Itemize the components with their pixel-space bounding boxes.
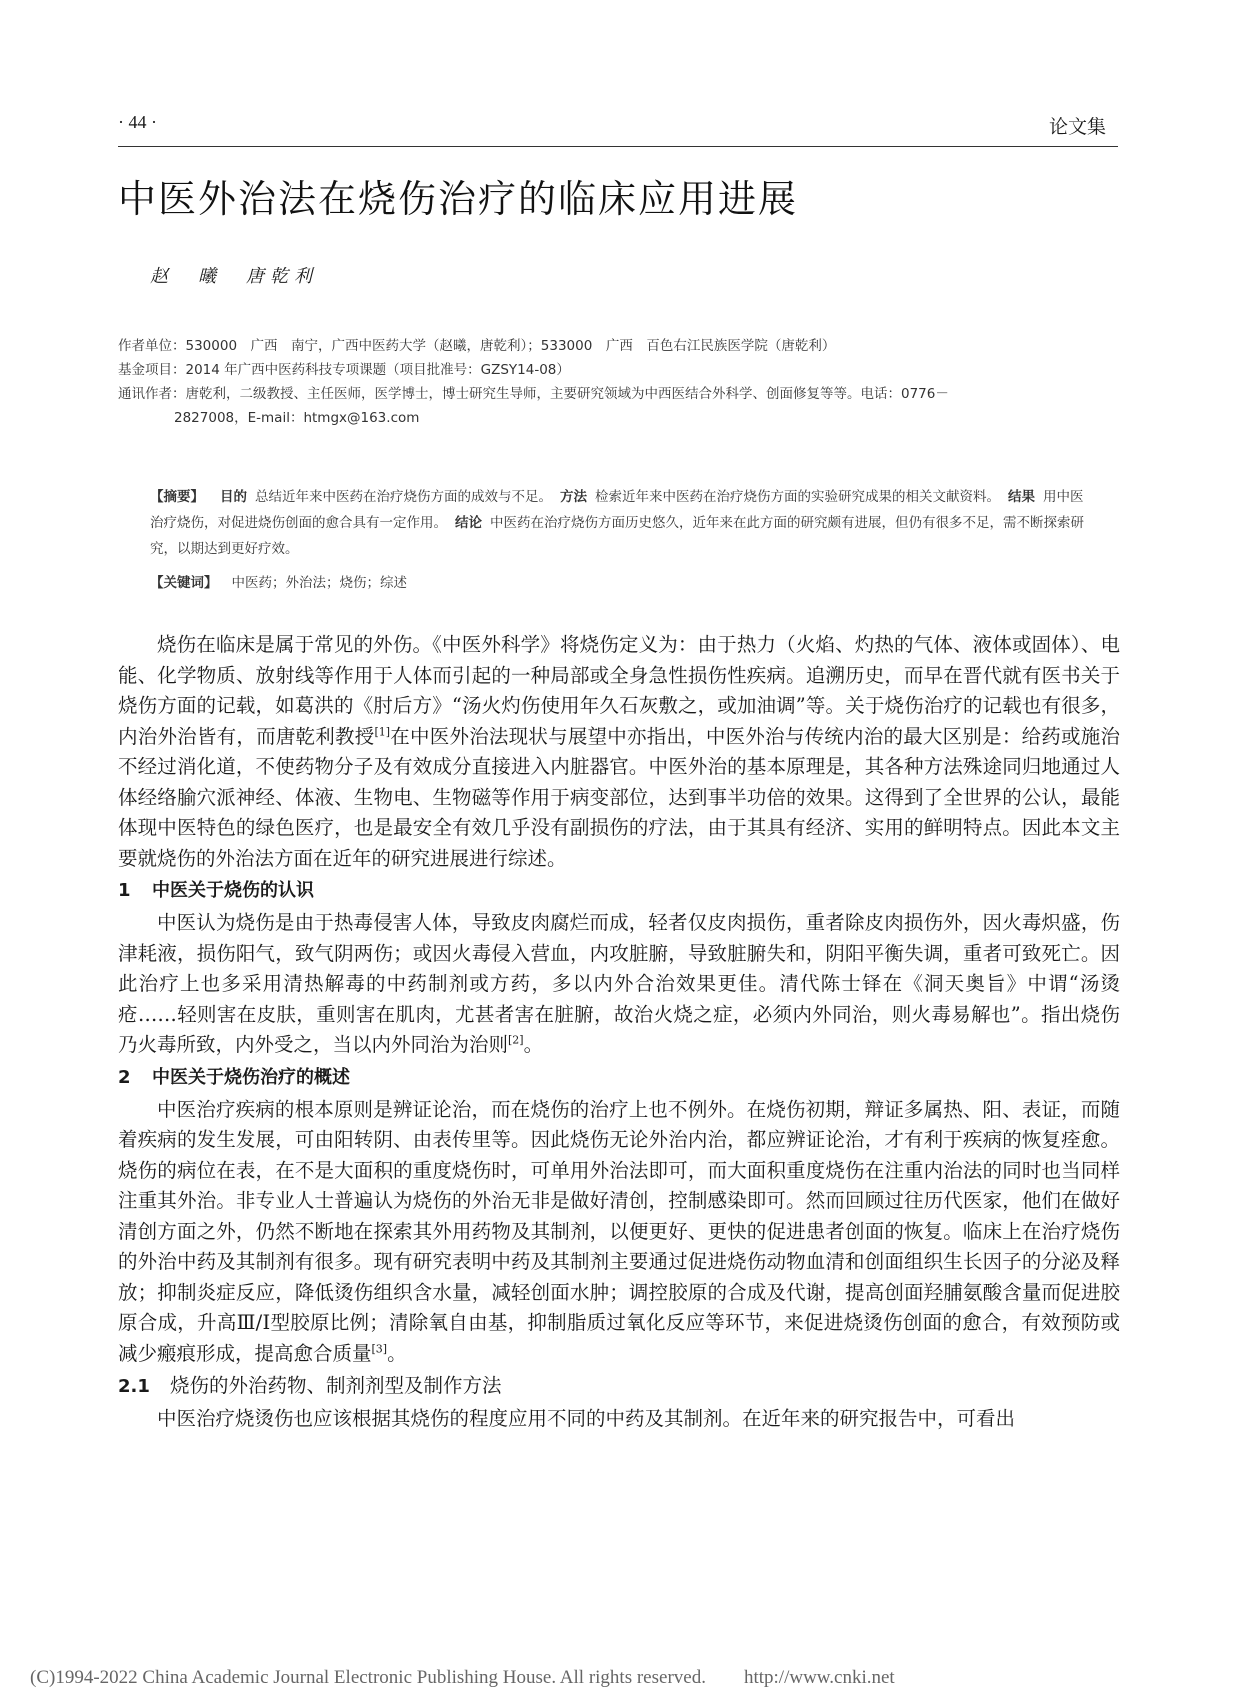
- subsection-2-1-paragraph: 中医治疗烧烫伤也应该根据其烧伤的程度应用不同的中药及其制剂。在近年来的研究报告中，可看出: [157, 1407, 1016, 1430]
- abstract-conclusion-label: 结论: [455, 515, 482, 531]
- subsection-heading-2-1: [118, 1371, 1120, 1402]
- keywords: [150, 571, 407, 591]
- article-title: 中医外治法在烧伤治疗的临床应用进展: [118, 177, 799, 221]
- section-title-1: 中医关于烧伤的认识: [152, 880, 314, 901]
- abstract-result-label: 结果: [1008, 489, 1035, 505]
- intro-text-b: 在中医外治法现状与展望中亦指出，中医外治与传统内治的最大区别是：给药或施治不经过消化道，不使药物分子及有效成分直接进入内脏器官。中医外治的基本原理是，其各种方法殊途同归地通过人体经络腧穴派神经、体液、生物电、生物磁等作用于病变部位，达到事半功倍的效果。这得到了全世界的公认，最能体现中医特色的绿色医疗，也是最安全有效几乎没有副损伤的疗法，由于其具有经济、实用的鲜明特点。因此本文主要就烧伤的外治法方面在近年的研究进展进行综述。: [118, 724, 1120, 870]
- abstract-method: 检索近年来中医药在治疗烧伤方面的实验研究成果的相关文献资料。: [595, 489, 1000, 505]
- section-heading-2: [118, 1063, 1120, 1093]
- section-heading-1: [118, 876, 1120, 906]
- correspondence-line: 通讯作者：唐乾利，二级教授、主任医师，医学博士，博士研究生导师，主要研究领域为中西医结合外科学、创面修复等等。电话：0776－: [118, 386, 949, 402]
- section-2-text-a: 中医治疗疾病的根本原则是辨证论治，而在烧伤的治疗上也不例外。在烧伤初期，辩证多属热、阳、表证，而随着疾病的发生发展，可由阳转阴、由表传里等。因此烧伤无论外治内治，都应辨证论治，才有利于疾病的恢复痊愈。烧伤的病位在表，在不是大面积的重度烧伤时，可单用外治法即可，而大面积重度烧伤在注重内治法的同时也当同样注重其外治。非专业人士普遍认为烧伤的外治无非是做好清创，控制感染即可。然而回顾过往历代医家，他们在做好清创方面之外，仍然不断地在探索其外用药物及其制剂，以便更好、更快的促进患者创面的恢复。临床上在治疗烧伤的外治中药及其制剂有很多。现有研究表明中药及其制剂主要通过促进烧伤动物血清和创面组织生长因子的分泌及释放；抑制炎症反应，降低烫伤组织含水量，减轻创面水肿；调控胶原的合成及代谢，提高创面羟脯氨酸含量而促进胶原合成，升高Ⅲ/Ⅰ型胶原比例；清除氧自由基，抑制脂质过氧化反应等环节，来促进烧烫伤创面的愈合，有效预防或减少瘢痕形成，提高愈合质量: [118, 1097, 1120, 1365]
- section-2-paragraph: [118, 1095, 1120, 1370]
- author-list: 赵 曦 唐乾利: [150, 266, 318, 287]
- abstract-objective: 总结近年来中医药在治疗烧伤方面的成效与不足。: [255, 489, 552, 505]
- section-2-text-b: 。: [387, 1341, 407, 1365]
- abstract-tag: 【摘要】: [150, 489, 204, 505]
- intro-paragraph: [118, 630, 1120, 874]
- copyright-footer: (C)1994-2022 China Academic Journal Electronic Publishing House. All rights reserved. http://www.cnki.net: [30, 1667, 895, 1688]
- article-body: [118, 630, 1120, 1435]
- correspondence-contact-line: 2827008，E-mail：htmgx@163.com: [174, 410, 420, 426]
- section-1-text-a: 中医认为烧伤是由于热毒侵害人体，导致皮肉腐烂而成，轻者仅皮肉损伤，重者除皮肉损伤外，因火毒炽盛，伤津耗液，损伤阳气，致气阴两伤；或因火毒侵入营血，内攻脏腑，导致脏腑失和，阴阳平衡失调，重者可致死亡。因此治疗上也多采用清热解毒的中药制剂或方药，多以内外合治效果更佳。清代陈士铎在《洞天奥旨》中谓“汤烫疮……轻则害在皮肤，重则害在肌肉，尤甚者害在脏腑，故治火烧之症，必须内外同治，则火毒易解也”。指出烧伤乃火毒所致，内外受之，当以内外同治为治则: [118, 911, 1120, 1056]
- abstract: [150, 484, 1090, 562]
- section-number-1: 1: [118, 880, 131, 901]
- subsection-number-2-1: 2.1: [118, 1376, 150, 1397]
- fund-line: 基金项目：2014 年广西中医药科技专项课题（项目批准号：GZSY14-08）: [118, 362, 570, 378]
- subsection-title-2-1: 烧伤的外治药物、制剂剂型及制作方法: [170, 1374, 502, 1397]
- header-divider: [118, 146, 1118, 147]
- section-number-2: 2: [118, 1066, 131, 1088]
- section-1-paragraph: [118, 908, 1120, 1061]
- abstract-objective-label: 目的: [220, 489, 247, 505]
- abstract-result: 用中医治疗烧伤，对促进烧伤创面的愈合具有一定作用。: [150, 489, 1084, 531]
- section-label: 论文集: [1048, 116, 1106, 138]
- intro-text-a: 烧伤在临床是属于常见的外伤。《中医外科学》将烧伤定义为：由于热力（火焰、灼热的气体、液体或固体）、电能、化学物质、放射线等作用于人体而引起的一种局部或全身急性损伤性疾病。追溯历史，而早在晋代就有医书关于烧伤方面的记载，如葛洪的《肘后方》“汤火灼伤使用年久石灰敷之，或加油调”等。关于烧伤治疗的记载也有很多，内治外治皆有，而唐乾利教授: [118, 633, 1120, 748]
- keywords-tag: 【关键词】: [150, 575, 218, 591]
- citation-1: [1]: [374, 725, 391, 738]
- citation-2: [2]: [508, 1033, 524, 1047]
- citation-3: [3]: [371, 1342, 388, 1355]
- page-number: · 44 ·: [118, 112, 157, 132]
- abstract-method-label: 方法: [560, 489, 587, 505]
- affiliation-line: 作者单位：530000 广西 南宁，广西中医药大学（赵曦，唐乾利）；533000 广西 百色右江民族医学院（唐乾利）: [118, 338, 836, 354]
- section-title-2: 中医关于烧伤治疗的概述: [152, 1066, 350, 1088]
- abstract-conclusion: 中医药在治疗烧伤方面历史悠久，近年来在此方面的研究颇有进展，但仍有很多不足，需不断探索研究，以期达到更好疗效。: [150, 515, 1084, 557]
- keywords-text: 中医药；外治法；烧伤；综述: [231, 575, 407, 591]
- section-1-text-b: 。: [523, 1033, 544, 1056]
- running-header: [118, 112, 1118, 142]
